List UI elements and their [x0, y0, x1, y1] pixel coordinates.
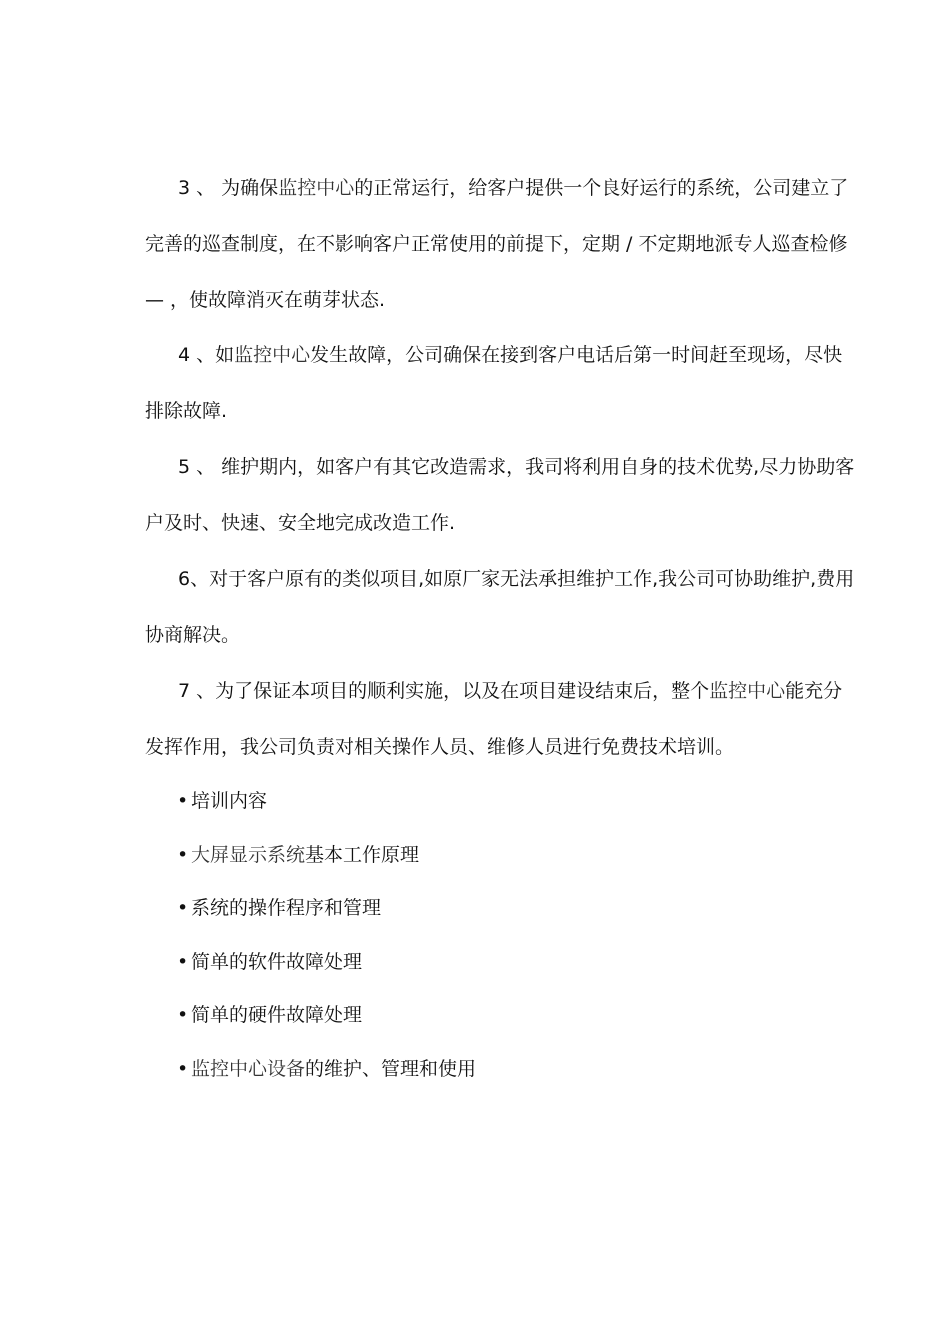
paragraph-text: 为了保证本项目的顺利实施，以及在项目建设结束后，整个 [215, 680, 710, 702]
paragraph-text: 为确保 [215, 177, 279, 199]
paragraph-6 [145, 551, 855, 663]
paragraph-number: 6、 [178, 568, 210, 590]
paragraph-number: 3 、 [178, 177, 216, 199]
list-item [177, 989, 476, 1043]
paragraph-number: 7 、 [178, 680, 216, 702]
paragraph-3 [145, 160, 855, 328]
list-item [177, 882, 476, 936]
paragraph-4 [145, 327, 855, 439]
paragraph-text: 如 [215, 344, 235, 366]
term-monitoring-center: 监控中心 [234, 344, 311, 366]
bullet-icon: • [177, 897, 189, 920]
bullet-icon: • [177, 790, 189, 812]
list-item [177, 829, 476, 883]
term-monitoring-center-equipment: 监控中心设备 [191, 1057, 306, 1080]
list-item [177, 1043, 476, 1097]
list-item [177, 775, 476, 829]
term-monitoring-center: 监控中心 [278, 177, 355, 199]
list-item-text: 简单的硬件故障处理 [191, 1004, 363, 1027]
bullet-icon: • [177, 843, 189, 866]
list-item-text: 简单的软件故障处理 [191, 950, 363, 973]
paragraph-text: 的正常运行，给客户提供一个良好运行的系统，公司建立了完善的巡查制度，在不影响客户正常使用的前提下，定期 / 不定期地派专人巡查检修 — ，使故障消灭在萌芽状态. [145, 177, 849, 311]
paragraph-text: 对于客户原有的类似项目,如原厂家无法承担维护工作,我公司可协助维护,费用协商解决。 [145, 568, 855, 646]
term-large-screen-system: 大屏显示系统 [191, 843, 306, 866]
list-item [177, 936, 476, 990]
paragraph-text: 维护期内，如客户有其它改造需求，我司将利用自身的技术优势,尽力协助客户及时、快速、安全地完成改造工作. [145, 456, 855, 534]
paragraph-7 [145, 663, 855, 775]
list-item-text: 培训内容 [191, 790, 268, 812]
paragraph-text: 发生故障，公司确保在接到客户电话后第一时间赶至现场，尽快排除故障. [145, 344, 843, 422]
list-item-text: 基本工作原理 [305, 843, 420, 866]
paragraph-number: 4 、 [178, 344, 216, 366]
paragraph-5 [145, 439, 855, 551]
bullet-icon: • [177, 950, 189, 973]
paragraph-number: 5 、 [178, 456, 216, 478]
list-item-text: 的维护、管理和使用 [305, 1057, 477, 1080]
paragraph-text: 能充分发挥作用，我公司负责对相关操作人员、维修人员进行免费技术培训。 [145, 680, 843, 758]
list-item-text: 系统的操作程序和管理 [191, 897, 382, 920]
bullet-icon: • [177, 1004, 189, 1027]
term-monitoring-center: 监控中心 [709, 680, 786, 702]
bullet-icon: • [177, 1057, 189, 1080]
training-list [177, 775, 476, 1097]
